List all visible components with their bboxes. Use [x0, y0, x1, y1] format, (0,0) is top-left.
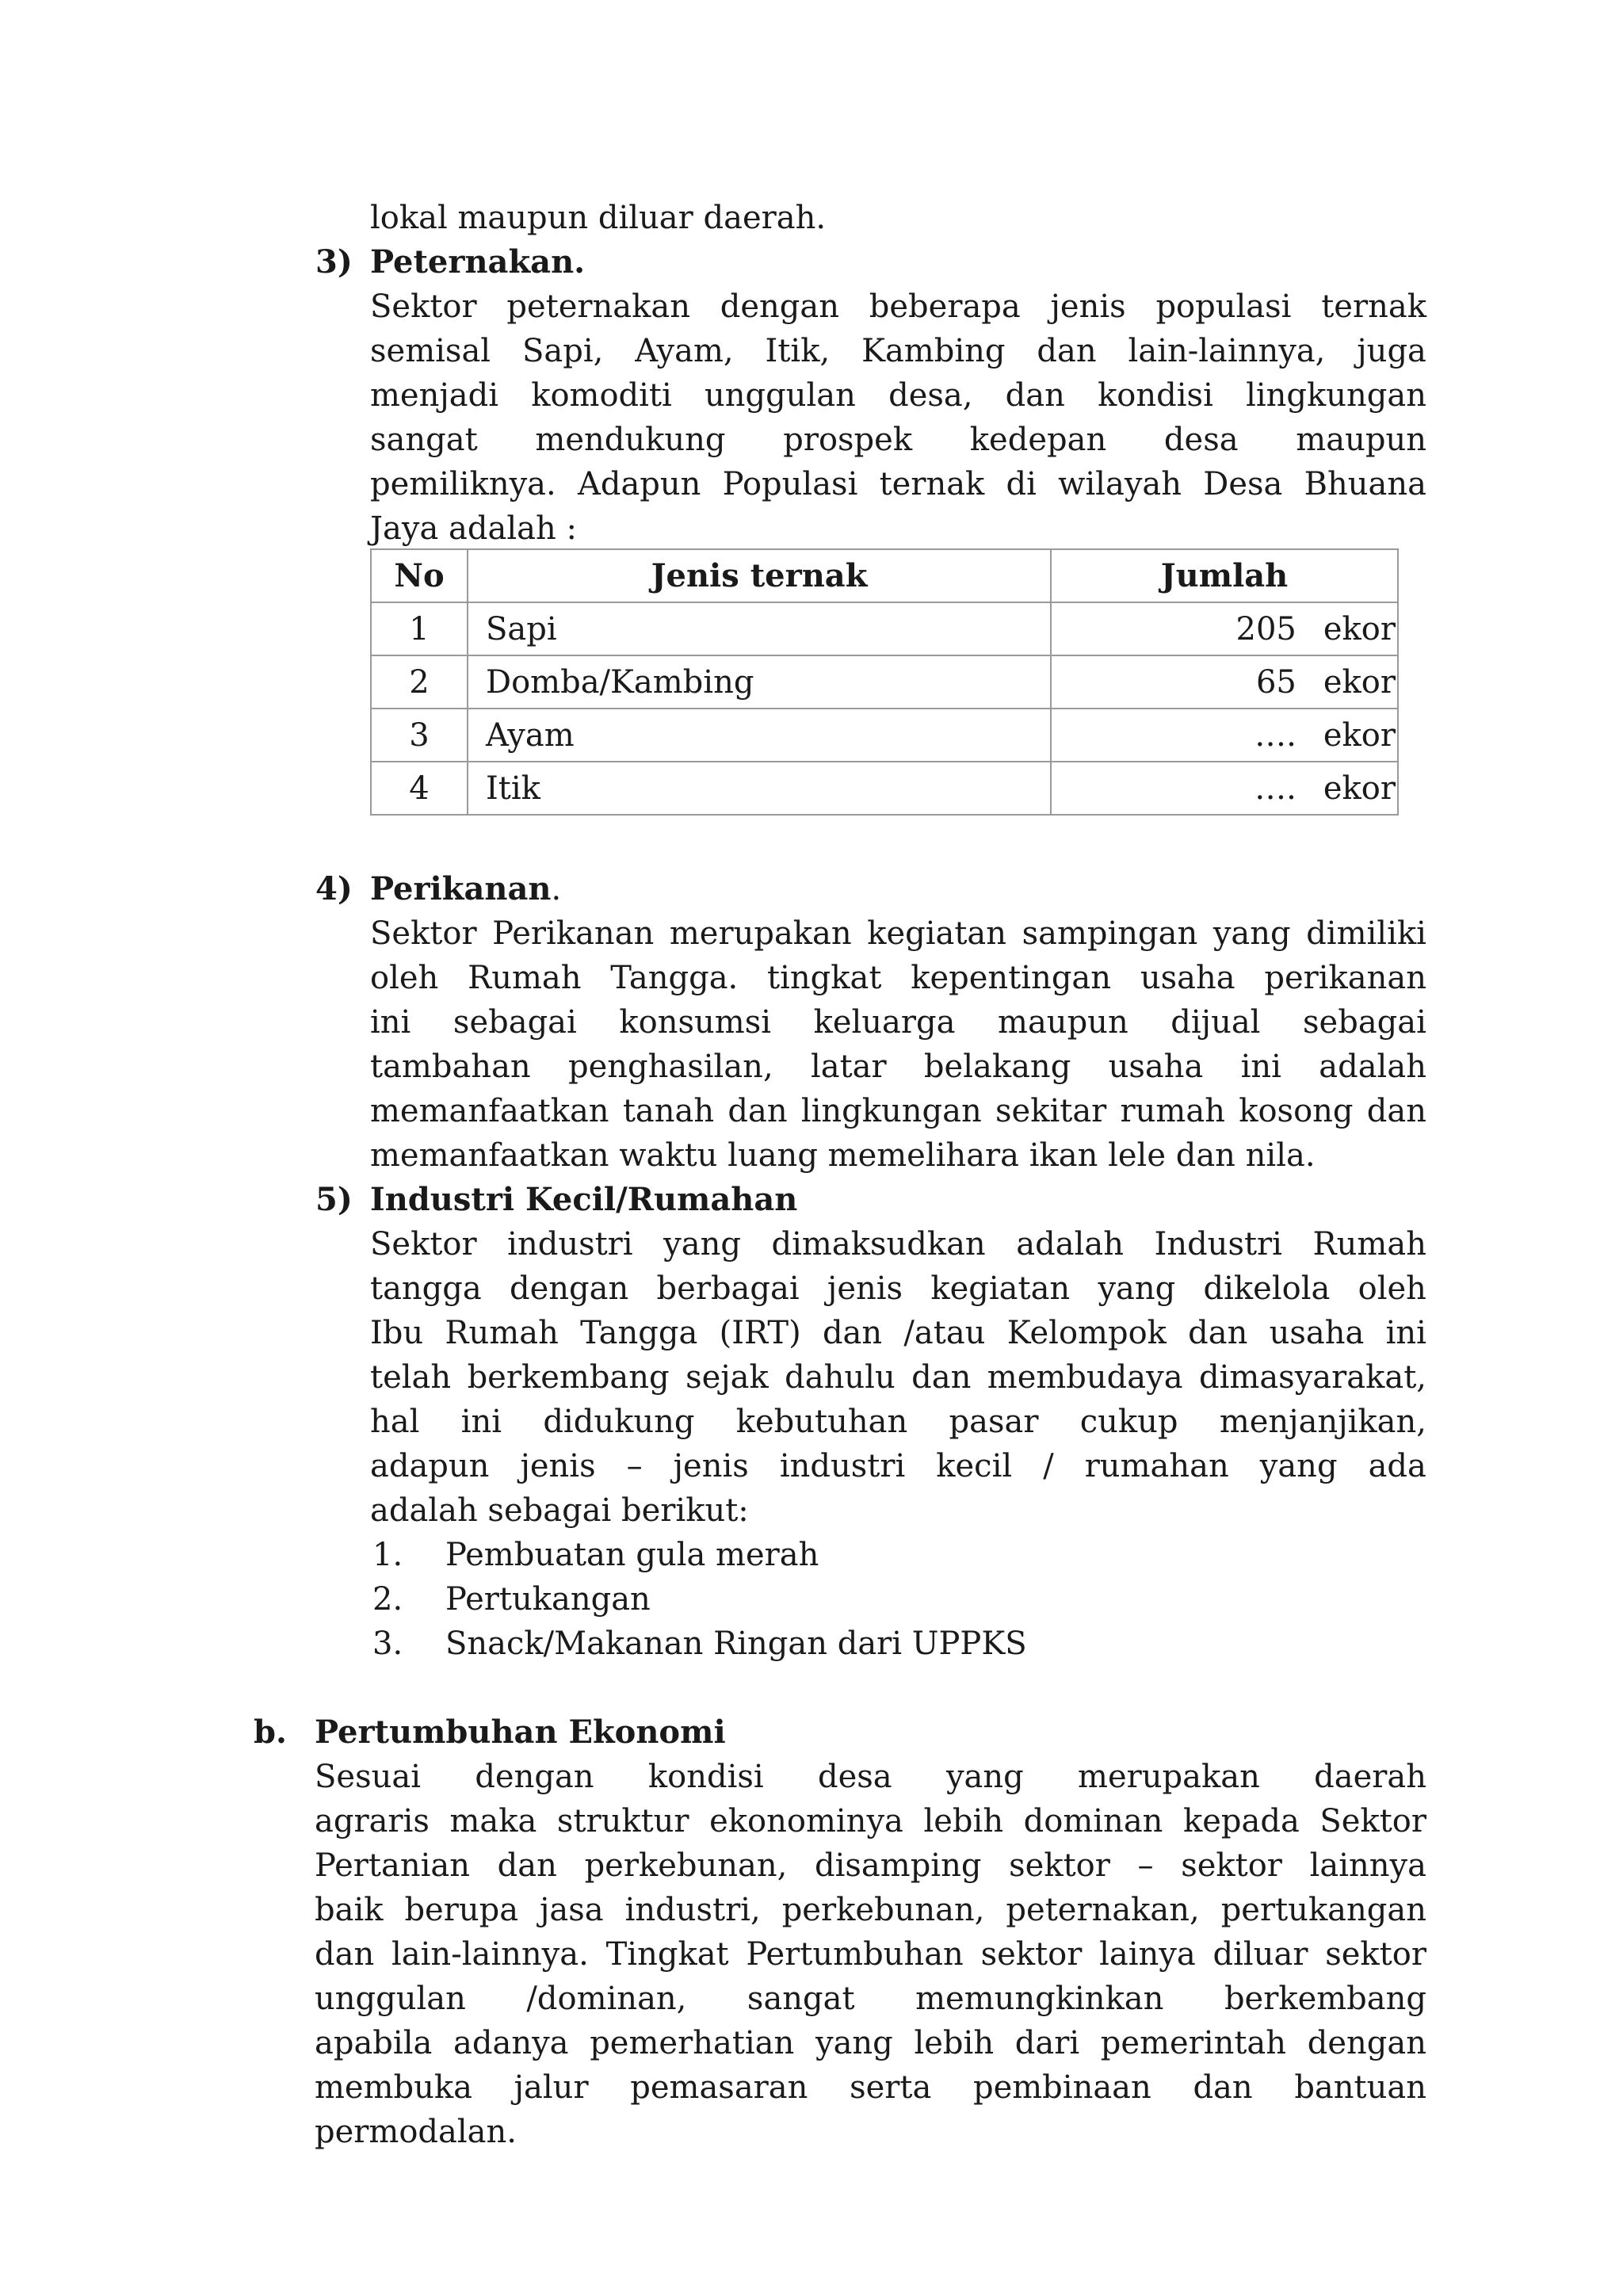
jumlah-unit: ekor — [1323, 716, 1396, 754]
section-b-line-4: baik berupa jasa industri, perkebunan, peternakan, pertukangan — [315, 1892, 1426, 1928]
section-b-line-1: Sesuai dengan kondisi desa yang merupakan daerah — [315, 1759, 1426, 1795]
row-jenis: Domba/Kambing — [468, 655, 1051, 709]
section-b-line-7: apabila adanya pemerhatian yang lebih dari pemerintah dengan — [315, 2025, 1426, 2061]
section-3-line-1: Sektor peternakan dengan beberapa jenis populasi ternak — [370, 288, 1426, 325]
jumlah-value: …. — [1254, 716, 1296, 754]
header-no: No — [371, 549, 468, 602]
section-b-last-line: permodalan. — [315, 2114, 517, 2150]
section-3-line-3: menjadi komoditi unggulan desa, dan kondisi lingkungan — [370, 377, 1426, 414]
section-3-line-4: sangat mendukung prospek kedepan desa maupun — [370, 422, 1426, 458]
section-3-number: 3) — [315, 243, 353, 281]
section-5-line-1: Sektor industri yang dimaksudkan adalah Industri Rumah — [370, 1226, 1426, 1263]
section-4-title-suffix: . — [551, 871, 562, 907]
section-4-line-5: memanfaatkan tanah dan lingkungan sekitar rumah kosong dan — [370, 1093, 1426, 1129]
row-jenis: Ayam — [468, 709, 1051, 762]
table-header-row — [371, 549, 1398, 602]
livestock-table — [370, 548, 1399, 816]
section-4-number: 4) — [315, 870, 353, 907]
section-b-line-3: Pertanian dan perkebunan, disamping sektor – sektor lainnya — [315, 1847, 1426, 1884]
table-row — [371, 655, 1398, 709]
section-b-letter: b. — [254, 1713, 287, 1751]
row-jumlah — [1051, 762, 1398, 815]
jumlah-value: …. — [1254, 770, 1296, 807]
section-3-line-2: semisal Sapi, Ayam, Itik, Kambing dan lain-lainnya, juga — [370, 333, 1426, 369]
table-row — [371, 709, 1398, 762]
header-jumlah: Jumlah — [1051, 549, 1398, 602]
section-4-heading — [370, 867, 561, 911]
section-5-line-6: adapun jenis – jenis industri kecil / rumahan yang ada — [370, 1448, 1426, 1484]
section-b-line-8: membuka jalur pemasaran serta pembinaan dan bantuan — [315, 2069, 1426, 2106]
section-5-last-line: adalah sebagai berikut: — [370, 1492, 749, 1529]
row-no: 4 — [371, 762, 468, 815]
intro-line: lokal maupun diluar daerah. — [370, 200, 827, 236]
section-4-line-3: ini sebagai konsumsi keluarga maupun dijual sebagai — [370, 1004, 1426, 1041]
section-5-line-5: hal ini didukung kebutuhan pasar cukup menjanjikan, — [370, 1404, 1426, 1440]
row-jumlah — [1051, 602, 1398, 655]
row-no: 1 — [371, 602, 468, 655]
row-no: 3 — [371, 709, 468, 762]
jumlah-unit: ekor — [1323, 610, 1396, 648]
section-5-number: 5) — [315, 1181, 353, 1218]
list-item: Pertukangan — [445, 1581, 651, 1618]
section-3-title: Peternakan. — [370, 243, 586, 281]
jumlah-unit: ekor — [1323, 770, 1396, 807]
section-b-title: Pertumbuhan Ekonomi — [315, 1713, 726, 1751]
table-row — [371, 602, 1398, 655]
table-row — [371, 762, 1398, 815]
section-4-line-1: Sektor Perikanan merupakan kegiatan sampingan yang dimiliki — [370, 915, 1426, 952]
section-3-last-line: Jaya adalah : — [370, 510, 577, 547]
header-jenis-ternak: Jenis ternak — [468, 549, 1051, 602]
list-item: Snack/Makanan Ringan dari UPPKS — [445, 1626, 1027, 1662]
section-5-line-2: tangga dengan berbagai jenis kegiatan yang dikelola oleh — [370, 1270, 1426, 1307]
section-5-line-3: Ibu Rumah Tangga (IRT) dan /atau Kelompok dan usaha ini — [370, 1315, 1426, 1351]
list-item-number: 2. — [372, 1581, 403, 1618]
section-4-line-2: oleh Rumah Tangga. tingkat kepentingan usaha perikanan — [370, 960, 1426, 996]
row-jumlah — [1051, 655, 1398, 709]
row-jumlah — [1051, 709, 1398, 762]
row-no: 2 — [371, 655, 468, 709]
jumlah-value: 205 — [1235, 610, 1296, 648]
section-4-title: Perikanan — [370, 870, 552, 907]
row-jenis: Itik — [468, 762, 1051, 815]
section-b-line-2: agraris maka struktur ekonominya lebih dominan kepada Sektor — [315, 1803, 1426, 1839]
section-b-line-6: unggulan /dominan, sangat memungkinkan berkembang — [315, 1981, 1426, 2017]
list-item-number: 3. — [372, 1626, 403, 1662]
section-b-line-5: dan lain-lainnya. Tingkat Pertumbuhan sektor lainya diluar sektor — [315, 1936, 1426, 1973]
section-5-line-4: telah berkembang sejak dahulu dan membudaya dimasyarakat, — [370, 1359, 1426, 1396]
list-item: Pembuatan gula merah — [445, 1537, 819, 1573]
row-jenis: Sapi — [468, 602, 1051, 655]
section-4-line-4: tambahan penghasilan, latar belakang usaha ini adalah — [370, 1049, 1426, 1085]
jumlah-value: 65 — [1255, 663, 1296, 701]
section-4-last-line: memanfaatkan waktu luang memelihara ikan lele dan nila. — [370, 1137, 1316, 1174]
section-5-title: Industri Kecil/Rumahan — [370, 1181, 798, 1218]
list-item-number: 1. — [372, 1537, 403, 1573]
jumlah-unit: ekor — [1323, 663, 1396, 701]
section-3-line-5: pemiliknya. Adapun Populasi ternak di wilayah Desa Bhuana — [370, 466, 1426, 502]
